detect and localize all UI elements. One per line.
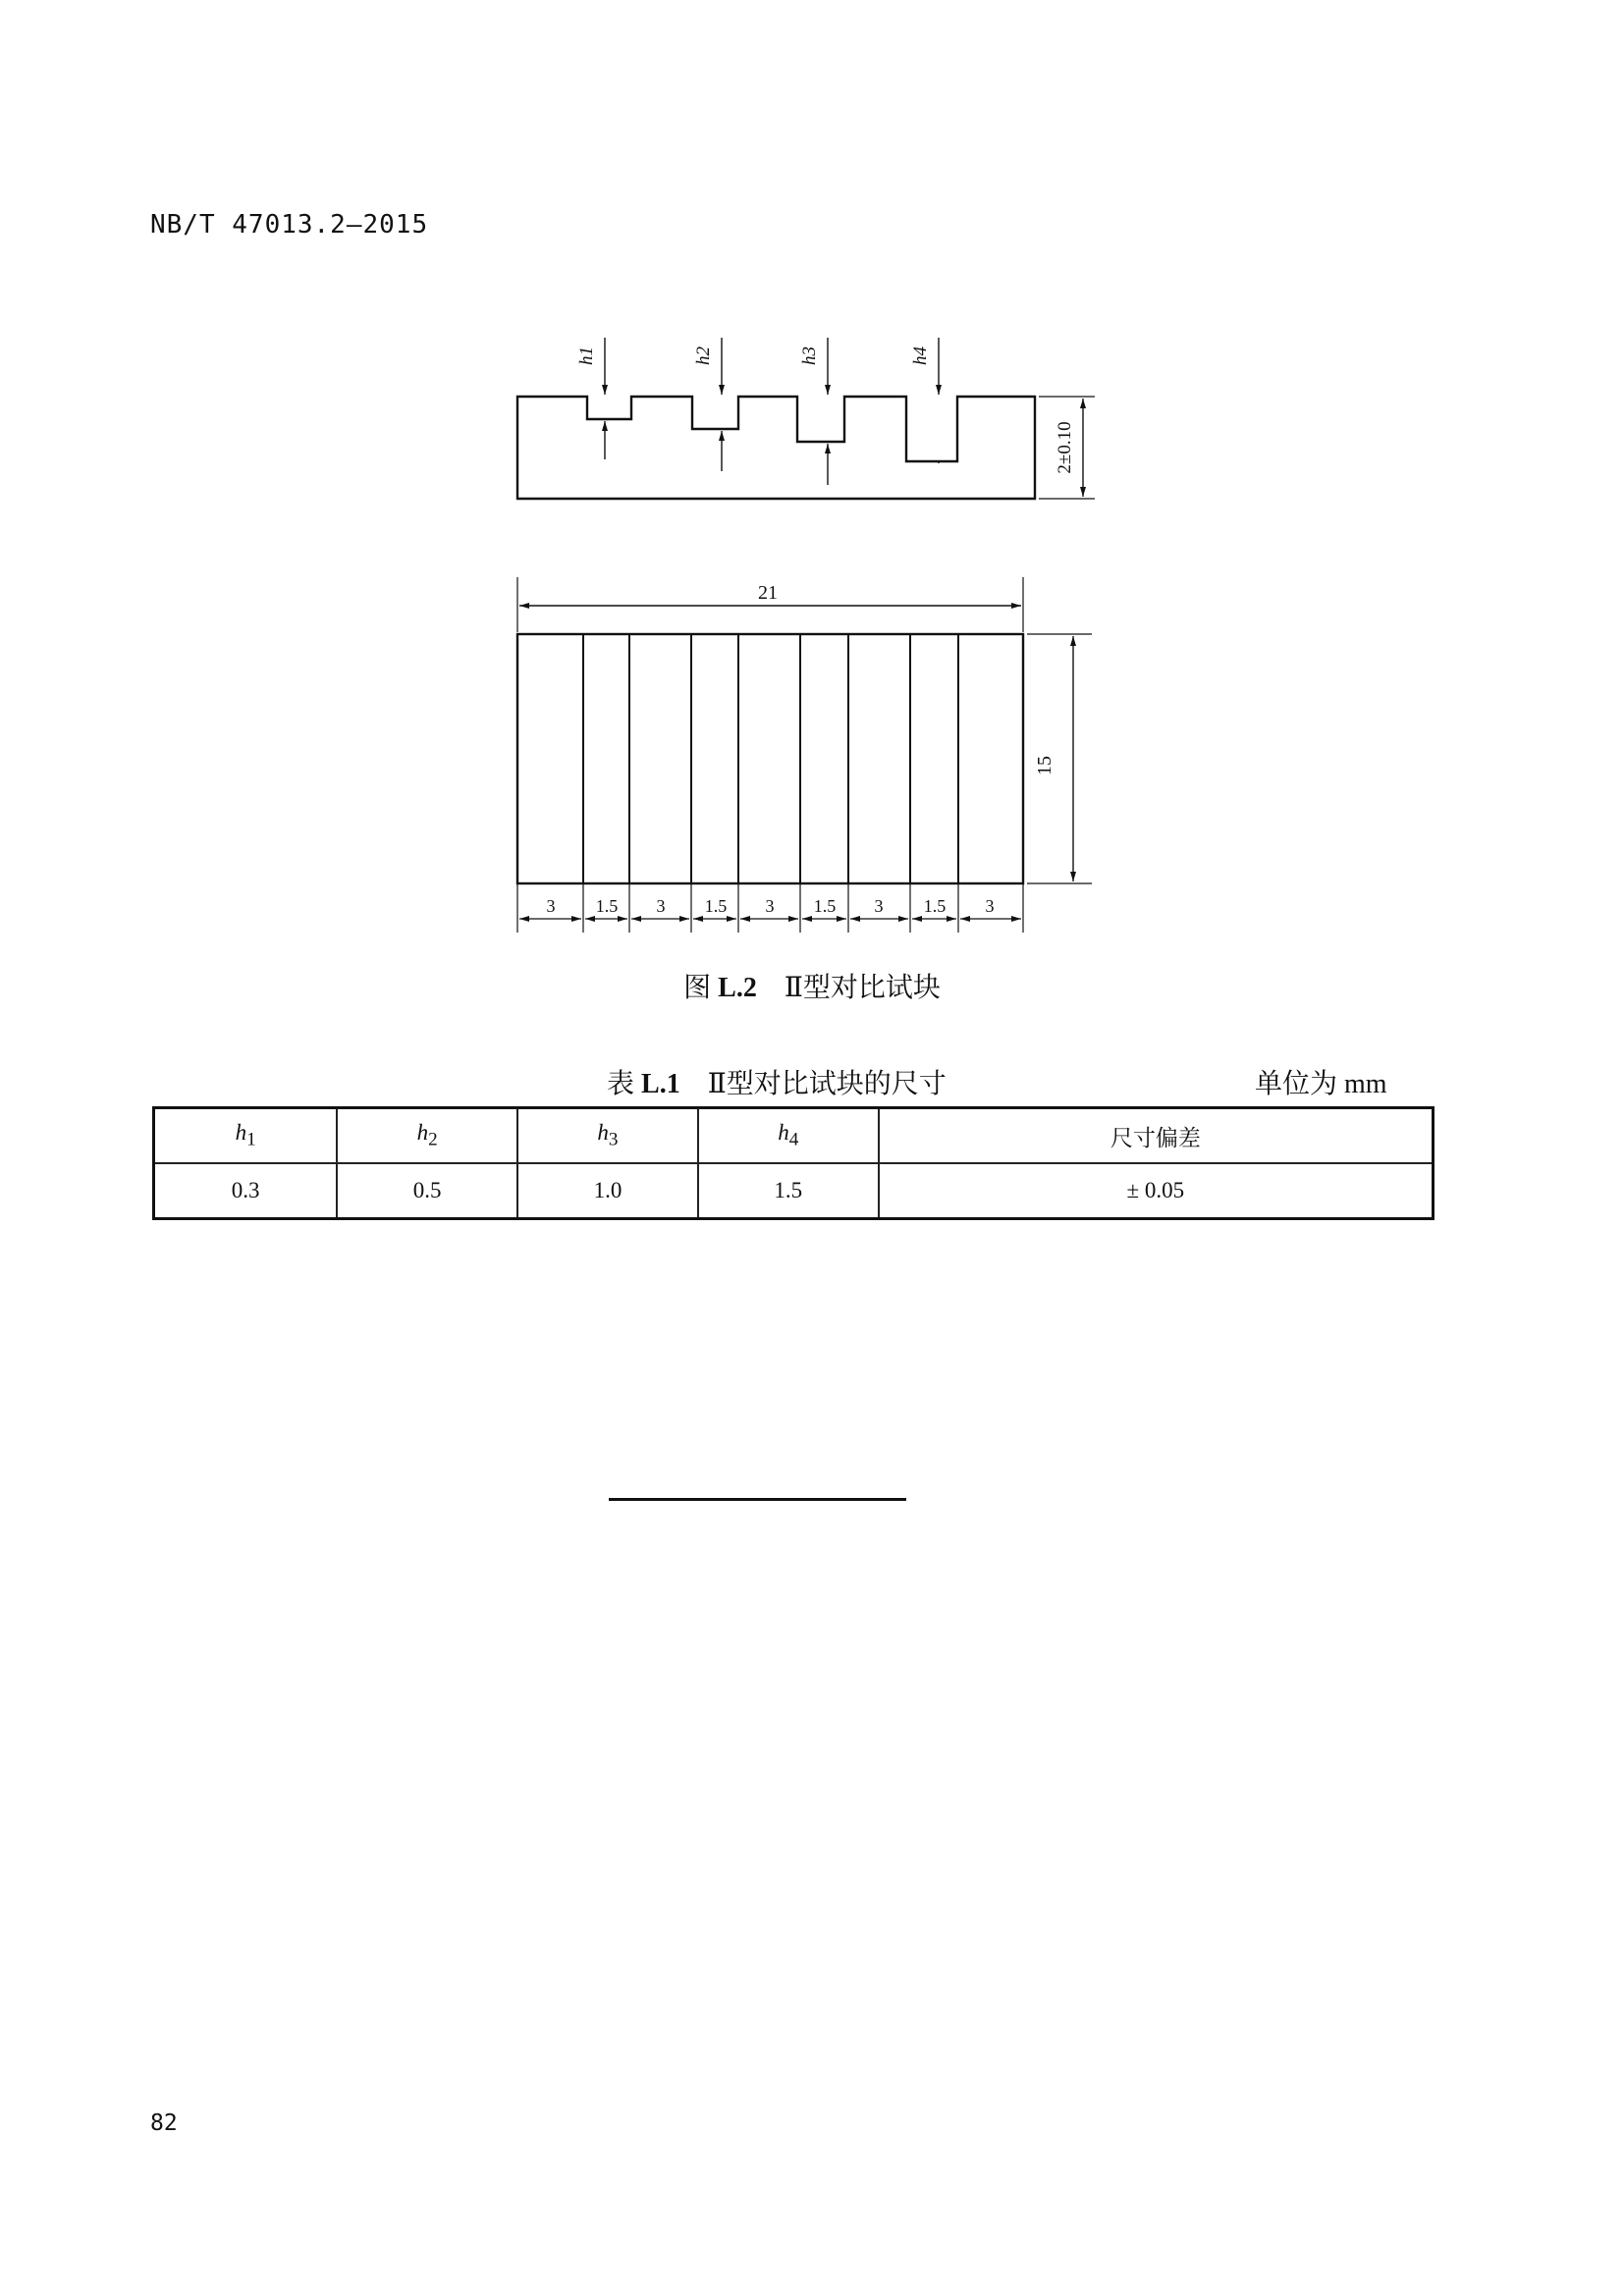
top-view-outline (517, 634, 1023, 883)
end-rule (609, 1498, 906, 1501)
dimensions-table (152, 1106, 1435, 1220)
notch-label-h3: h3 (799, 347, 820, 365)
table-caption-title: Ⅱ型对比试块的尺寸 (707, 1069, 947, 1099)
table-header-cell: $h_4$ (698, 1108, 879, 1164)
side-view-profile (517, 397, 1035, 499)
segment-label: 3 (985, 896, 995, 916)
table-header-cell: $h_2$ (337, 1108, 517, 1164)
figure-caption (0, 966, 1624, 1005)
notch-label-h1: h1 (576, 347, 597, 365)
height-label: 15 (1034, 756, 1056, 775)
segment-label: 3 (765, 896, 775, 916)
segment-label: 3 (656, 896, 666, 916)
width-label: 21 (758, 582, 778, 604)
notch-label-h2: h2 (693, 347, 714, 365)
page-number: 82 (150, 2110, 178, 2136)
table-cell: 0.5 (337, 1163, 517, 1219)
table-header-cell: $h_3$ (517, 1108, 698, 1164)
figure-caption-number: L.2 (718, 973, 757, 1003)
notch-label-h4: h4 (910, 347, 931, 365)
table-row (154, 1163, 1434, 1219)
table-cell: 1.0 (517, 1163, 698, 1219)
segment-label: 1.5 (813, 896, 837, 916)
thickness-label: 2±0.10 (1055, 421, 1075, 474)
table-header-cell: 尺寸偏差 (879, 1108, 1434, 1164)
table-caption-prefix: 表 (607, 1069, 635, 1099)
table-header-row (154, 1108, 1434, 1164)
test-block-drawing (0, 0, 1624, 982)
table-cell: 0.3 (154, 1163, 338, 1219)
table-header-cell: $h_1$ (154, 1108, 338, 1164)
segment-label: 1.5 (704, 896, 728, 916)
figure-caption-prefix: 图 (683, 973, 712, 1003)
segment-label: 3 (546, 896, 556, 916)
segment-label: 1.5 (923, 896, 947, 916)
figure-caption-title: Ⅱ型对比试块 (784, 973, 941, 1003)
table-unit: 单位为 mm (1255, 1069, 1387, 1099)
table-caption-number: L.1 (641, 1069, 680, 1099)
table-caption (607, 1062, 947, 1101)
table-cell: 1.5 (698, 1163, 879, 1219)
segment-label: 3 (874, 896, 884, 916)
segment-label: 1.5 (595, 896, 619, 916)
standard-code: NB/T 47013.2—2015 (150, 210, 429, 240)
table-cell: ± 0.05 (879, 1163, 1434, 1219)
